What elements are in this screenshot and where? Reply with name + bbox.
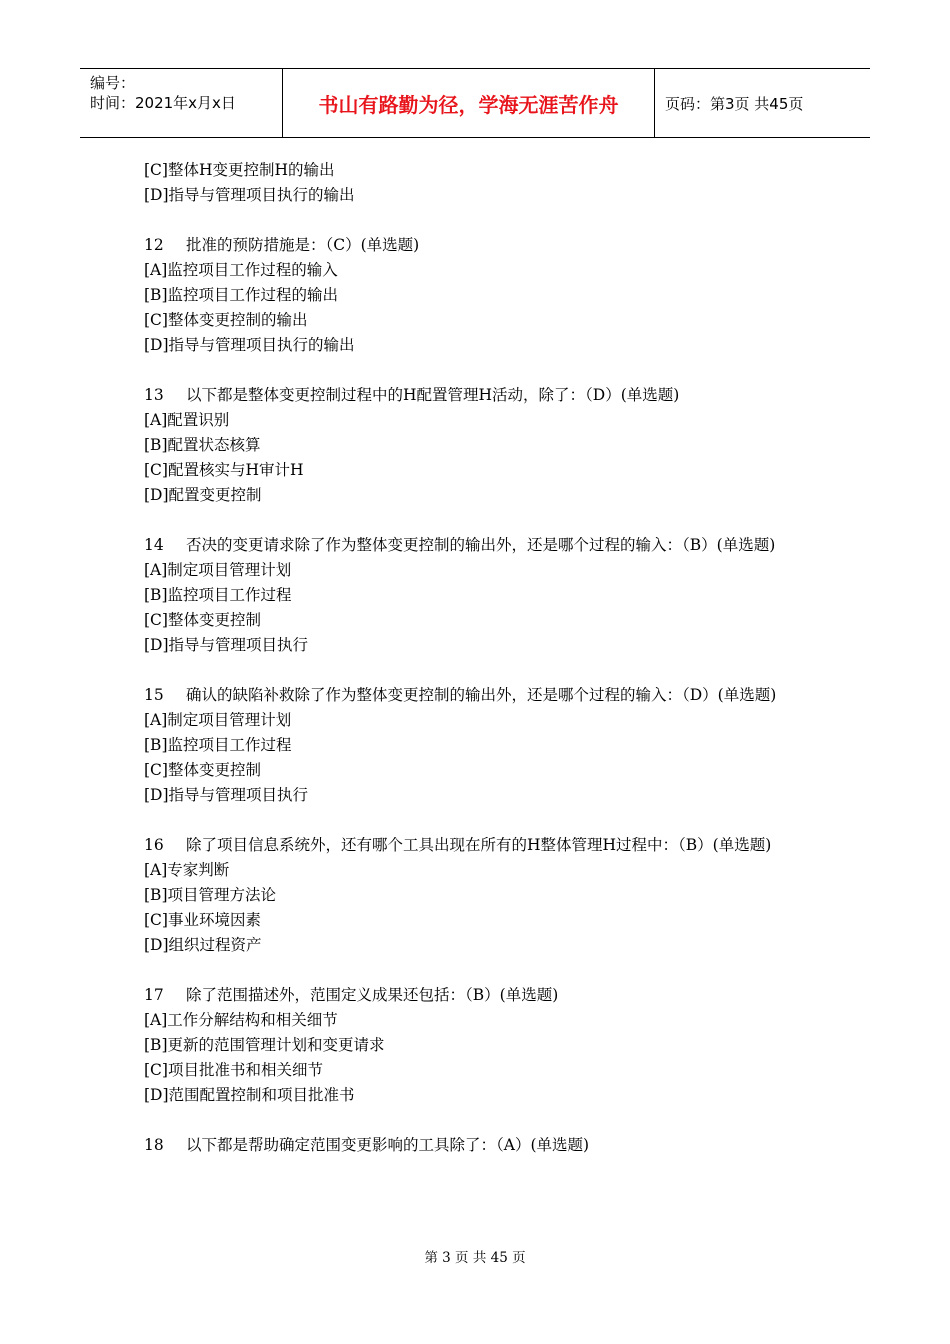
question-block	[144, 533, 814, 658]
question-block	[144, 683, 814, 808]
question-stem	[144, 683, 814, 708]
option-item: [C]整体变更控制	[144, 611, 261, 629]
option-item: [C]项目批准书和相关细节	[144, 1061, 323, 1079]
option-item: [A]监控项目工作过程的输入	[144, 261, 338, 279]
question-stem	[144, 833, 814, 858]
question-block	[144, 833, 814, 958]
option-item: [C]整体变更控制的输出	[144, 311, 308, 329]
question-text: 批准的预防措施是：（C）(单选题)	[186, 236, 420, 254]
option-item: [A]专家判断	[144, 861, 230, 879]
question-block	[144, 983, 814, 1108]
option-item: [D]配置变更控制	[144, 486, 262, 504]
option-item: [B]监控项目工作过程	[144, 736, 292, 754]
question-block	[144, 1133, 814, 1158]
option-item: [B]更新的范围管理计划和变更请求	[144, 1036, 385, 1054]
option-item: [A]制定项目管理计划	[144, 711, 292, 729]
question-stem	[144, 533, 814, 558]
question-stem	[144, 1133, 814, 1158]
option-item: [B]监控项目工作过程的输出	[144, 286, 338, 304]
option-item: [D]指导与管理项目执行的输出	[144, 336, 355, 354]
option-item: [C]事业环境因素	[144, 911, 261, 929]
question-text: 确认的缺陷补救除了作为整体变更控制的输出外，还是哪个过程的输入：（D）(单选题)	[186, 686, 777, 704]
page-footer: 第 3 页 共 45 页	[424, 1250, 526, 1266]
page-header	[80, 68, 870, 138]
question-number: 13	[144, 386, 164, 404]
header-motto: 书山有路勤为径，学海无涯苦作舟	[282, 69, 655, 137]
option-item: [A]工作分解结构和相关细节	[144, 1011, 338, 1029]
option-item: [B]配置状态核算	[144, 436, 261, 454]
option-item: [D]指导与管理项目执行	[144, 786, 309, 804]
option-item: [C]配置核实与H审计H	[144, 461, 304, 479]
header-meta	[80, 69, 282, 137]
doc-date: 时间：2021年x月x日	[90, 94, 236, 112]
question-text: 以下都是整体变更控制过程中的H配置管理H活动，除了：（D）(单选题)	[186, 386, 680, 404]
option-item: [C]整体变更控制	[144, 761, 261, 779]
option-item: [D]组织过程资产	[144, 936, 262, 954]
question-text: 除了范围描述外，范围定义成果还包括：（B）(单选题)	[186, 986, 559, 1004]
option-item: [A]制定项目管理计划	[144, 561, 292, 579]
question-number: 16	[144, 836, 164, 854]
doc-number-label: 编号：	[90, 74, 136, 92]
question-stem	[144, 383, 814, 408]
question-text: 以下都是帮助确定范围变更影响的工具除了：（A）(单选题)	[186, 1136, 590, 1154]
option-item: [A]配置识别	[144, 411, 230, 429]
document-body	[144, 158, 814, 1158]
question-text: 除了项目信息系统外，还有哪个工具出现在所有的H整体管理H过程中：（B）(单选题)	[186, 836, 772, 854]
question-stem	[144, 983, 814, 1008]
question-list	[144, 233, 814, 1158]
option-item: [C]整体H变更控制H的输出	[144, 161, 335, 179]
option-item: [B]项目管理方法论	[144, 886, 276, 904]
question-number: 14	[144, 536, 164, 554]
question-number: 12	[144, 236, 164, 254]
option-item: [D]范围配置控制和项目批准书	[144, 1086, 355, 1104]
header-page-info: 页码：第3页 共45页	[665, 94, 804, 113]
option-item: [D]指导与管理项目执行	[144, 636, 309, 654]
continued-options	[144, 158, 814, 208]
question-stem	[144, 233, 814, 258]
option-item: [D]指导与管理项目执行的输出	[144, 186, 355, 204]
option-item: [B]监控项目工作过程	[144, 586, 292, 604]
question-number: 17	[144, 986, 164, 1004]
question-number: 15	[144, 686, 164, 704]
question-block	[144, 383, 814, 508]
question-number: 18	[144, 1136, 164, 1154]
question-block	[144, 233, 814, 358]
question-text: 否决的变更请求除了作为整体变更控制的输出外，还是哪个过程的输入：（B）(单选题)	[186, 536, 776, 554]
